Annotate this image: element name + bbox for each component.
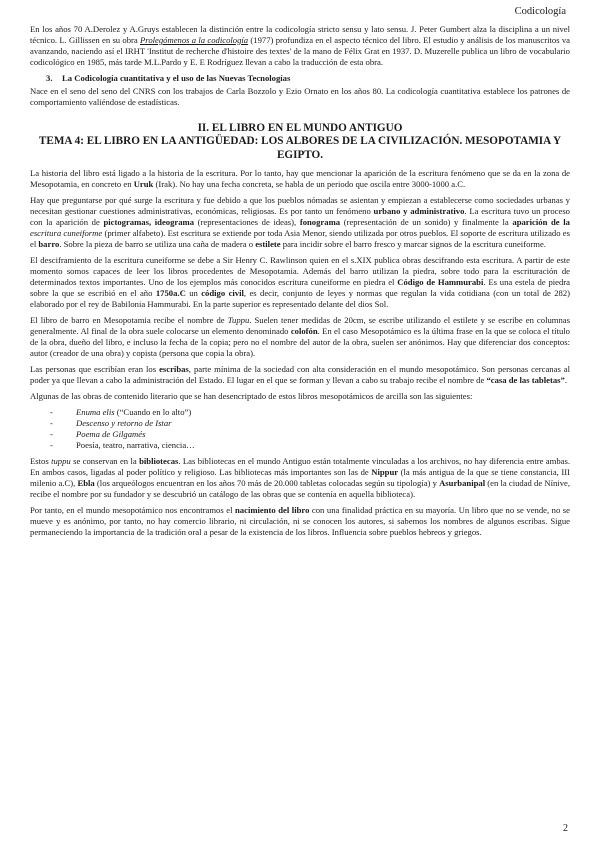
document-body	[30, 24, 570, 543]
body-paragraph: Algunas de las obras de contenido literario que se han desencriptado de estos libros mesopotámicos de arcilla son las siguientes:	[30, 391, 473, 402]
topic-title: TEMA 4: EL LIBRO EN LA ANTIGÜEDAD: LOS ALBORES DE LA CIVILIZACIÓN. MESOPOTAMIA Y EGIPTO.	[38, 135, 562, 161]
list-item: - Poesía, teatro, narrativa, ciencia…	[50, 440, 195, 451]
body-paragraph: El desciframiento de la escritura cuneiforme se debe a Sir Henry C. Rawlinson quien en el s.XIX publica obras descifrando esta escritura. A partir de este momento somos capaces de leer los libros procedentes de Mesopotamia. Además del barro utilizan la piedra, sobre todo para la escrituración de determinados textos importantes. Uno de los ejemplos más conocidos escritura cuneiforme en piedra el Código de Hammurabi. Es una estela de piedra sobre la que se escribió en el año 1750a.C un código civil, es decir, conjunto de leyes y normas que regulan la vida cotidiana (con un total de 282) elaborado por el rey de Babilonia Hammurabi. En la parte superior es representado delante del dios Sol.	[30, 255, 571, 310]
section-title: II. EL LIBRO EN EL MUNDO ANTIGUO	[197, 122, 403, 134]
body-paragraph: La historia del libro está ligado a la historia de la escritura. Por lo tanto, hay que mencionar la aparición de la escritura fenómeno que se da en la zona de Mesopotamia, en concreto en Uruk (Irak). No hay una fecha concreta, se habla de un periodo que oscila entre 3000-1000 a.C.	[30, 168, 570, 190]
works-list	[30, 407, 570, 451]
intro-paragraph: En los años 70 A.Derolez y A.Gruys establecen la distinción entre la codicología stricto sensu y lato sensu. J. Peter Gumbert alza la disciplina a un nivel técnico. L. Gillissen en su obra Prolegómenos a la codicología (1977) profundiza en el aspecto técnico del libro. El estudio y análisis de los manuscritos va avanzando, naciendo así el IRHT 'Institut de recherche d'histoire des textes' de la mano de Félix Grat en 1937. D. Muzerelle publica un libro de vocabulario codicológico en 1985, más tarde M.L.Pardo y E. E Rodríguez llevan a cabo la traducción de esta obra.	[30, 24, 570, 67]
list-item: - Enuma elis (“Cuando en lo alto”)	[50, 407, 192, 418]
body-paragraph: Hay que preguntarse por qué surge la escritura y fue debido a que los pueblos nómadas se asientan y empiezan a establecerse como sociedades urbanas y necesitan gestionar cuestiones administrativas, económicas, religiosas. Es por tanto un fenómeno urbano y administrativo. La escritura tuvo un proceso con la aparición de pictogramas, ideograma (representaciones de ideas), fonograma (representación de un sonido) y finalmente la aparición de la escritura cuneiforme (primer alfabeto). Est escritura se extiende por toda Asia Menor, siendo utilizada por otros pueblos. El soporte de escritura utilizado es el barro. Sobre la pieza de barro se utiliza una caña de madera o estilete para incidir sobre el barro fresco y marcar signos de la escritura cuneiforme.	[30, 195, 570, 250]
page-number: 2	[563, 823, 568, 834]
body-paragraph: Estos tuppu se conservan en la bibliotecas. Las bibliotecas en el mundo Antiguo están totalmente vinculadas a los archivos, no hay diferencia entre ambas. En ambos casos, ligadas al poder político y religioso. Las bibliotecas más importantes son las de Nippur (la más antigua de la que se tiene constancia, III milenio a.C), Ebla (los arqueólogos encuentran en los años 70 más de 20.000 tabletas colocadas según su tipología) y Asurbanipal (en la ciudad de Nínive, recibe el nombre por su fundador y se descubrió un catálogo de las obras que se contenía en aquella biblioteca).	[30, 456, 570, 500]
list-item: - Descenso y retorno de Istar	[50, 418, 172, 429]
body-paragraph: Las personas que escribían eran los escribas, parte mínima de la sociedad con alta consideración en el mundo mesopotámico. Son personas cercanas al poder ya que llevan a cabo la administración del Estado. El lugar en el que se forman y llevan a cabo su trabajo recibe el nombre de “casa de las tabletas”.	[30, 364, 571, 386]
list-item: - Poema de Gilgamés	[50, 429, 146, 440]
subsection-paragraph: Nace en el seno del seno del CNRS con los trabajos de Carla Bozzolo y Ezio Ornato en los años 80. La codicología cuantitativa establece los patrones de comportamiento valiéndose de estadísticas.	[30, 86, 570, 107]
body-paragraph: Por tanto, en el mundo mesopotámico nos encontramos el nacimiento del libro con una finalidad práctica en su mayoría. Un libro que no se vende, no se mueve y es anónimo, por tanto, no hay comercio librario, ni circulación, ni se conocen los autores, si sabemos los nombres de algunos escribas. Sigue permaneciendo la importancia de la tradición oral a pesar de la existencia de los libros. Influencia sobre pueblos hebreos y griegos.	[30, 505, 570, 538]
body-paragraph: El libro de barro en Mesopotamia recibe el nombre de Tuppu. Suelen tener medidas de 20cm, se escribe utilizando el estilete y se escribe en columnas generalmente. Al final de la obra suele colocarse un elemento denominado colofón. En el caso Mesopotámico es la última frase en la que se coloca el título de la obra, dueño del libro, e incluso la fecha de la copia; pero no el nombre del autor de la obra, suelen ser anónimos. Hay que diferenciar dos conceptos: autor (creador de una obra) y copista (persona que copia la obra).	[30, 315, 570, 359]
subsection-title: La Codicología cuantitativa y el uso de las Nuevas Tecnologías	[62, 73, 291, 83]
subsection-number: 3.	[46, 73, 53, 83]
running-header: Codicología	[514, 6, 566, 17]
subsection-heading	[46, 73, 570, 84]
